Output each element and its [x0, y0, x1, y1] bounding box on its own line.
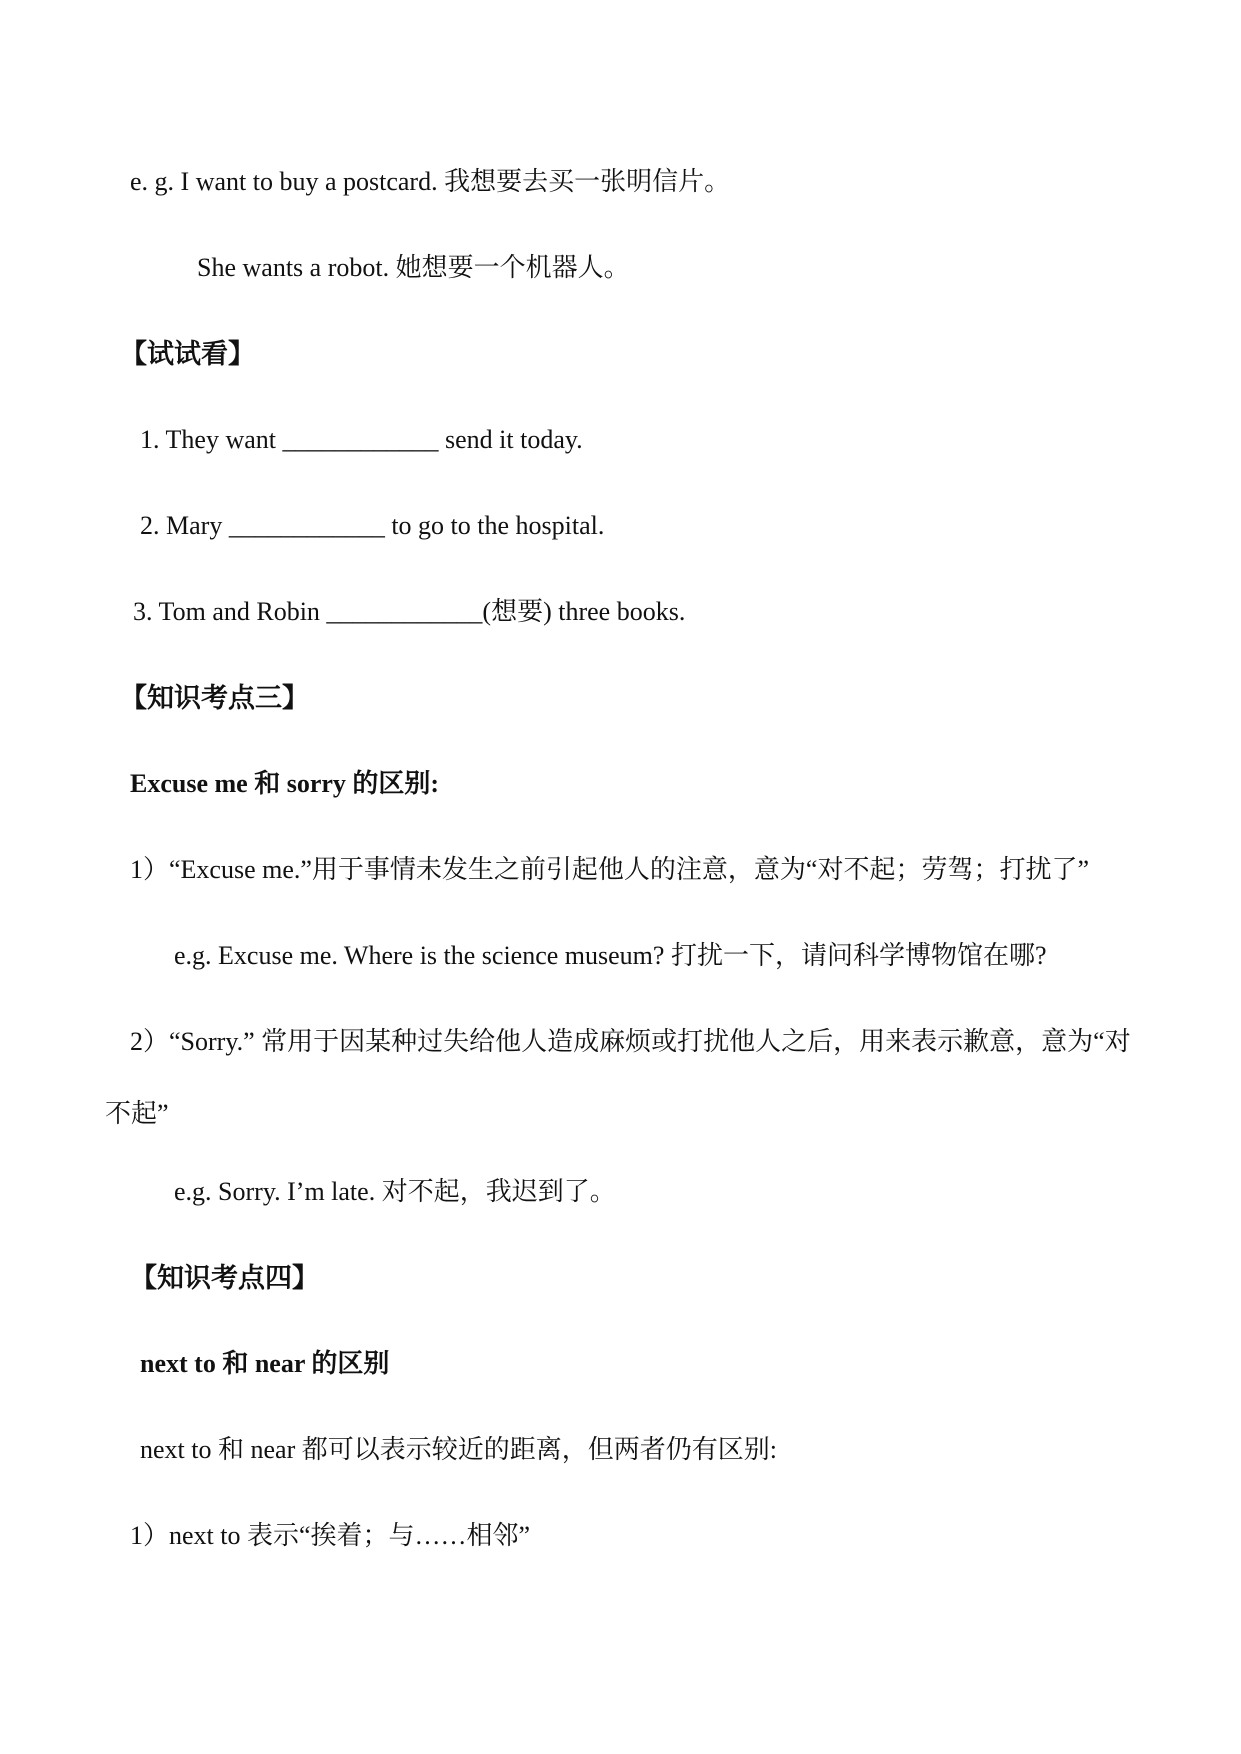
knowledge-point-4-title: next to 和 near 的区别	[140, 1349, 390, 1378]
knowledge-point-3-heading: 【知识考点三】	[120, 683, 309, 713]
example-robot: She wants a robot. 她想要一个机器人。	[197, 253, 630, 282]
knowledge-point-3-item-1: 1）“Excuse me.”用于事情未发生之前引起他人的注意，意为“对不起；劳驾；打扰了”	[130, 855, 1090, 884]
knowledge-point-3-item-2-continued: 不起”	[105, 1099, 169, 1128]
knowledge-point-3-title: Excuse me 和 sorry 的区别:	[130, 769, 440, 798]
try-it-heading: 【试试看】	[120, 339, 255, 369]
example-postcard: e. g. I want to buy a postcard. 我想要去买一张明信片。	[130, 167, 731, 196]
knowledge-point-4-heading: 【知识考点四】	[130, 1263, 319, 1293]
exercise-1: 1. They want ____________ send it today.	[140, 425, 583, 454]
knowledge-point-3-item-1-example: e.g. Excuse me. Where is the science museum? 打扰一下，请问科学博物馆在哪?	[174, 941, 1047, 970]
exercise-3: 3. Tom and Robin ____________(想要) three books.	[133, 597, 686, 626]
knowledge-point-3-item-2-example: e.g. Sorry. I’m late. 对不起，我迟到了。	[174, 1177, 616, 1206]
exercise-2: 2. Mary ____________ to go to the hospital.	[140, 511, 605, 540]
knowledge-point-4-intro: next to 和 near 都可以表示较近的距离，但两者仍有区别:	[140, 1435, 777, 1464]
knowledge-point-3-item-2: 2）“Sorry.” 常用于因某种过失给他人造成麻烦或打扰他人之后，用来表示歉意，意为“对	[130, 1027, 1131, 1056]
knowledge-point-4-item-1: 1）next to 表示“挨着；与……相邻”	[130, 1521, 531, 1550]
